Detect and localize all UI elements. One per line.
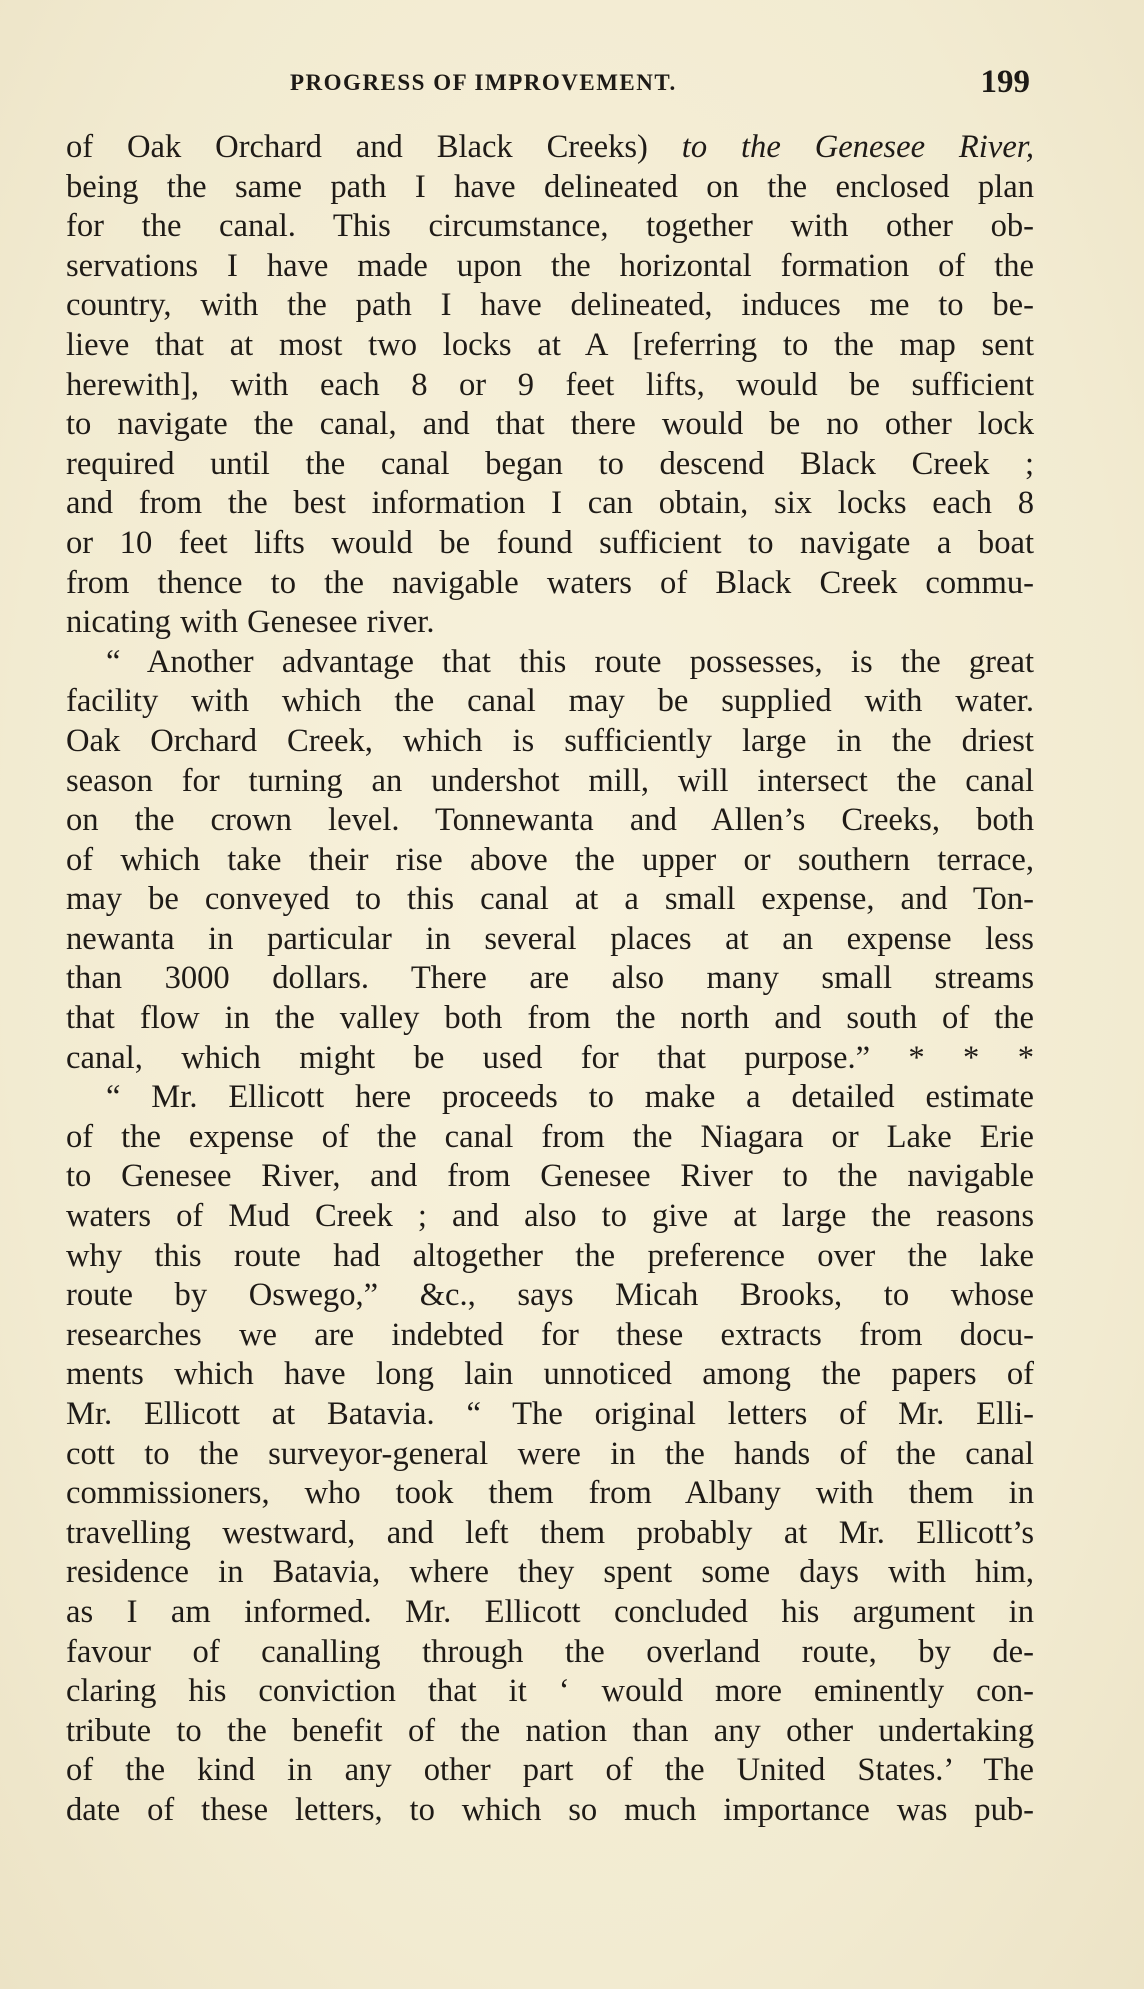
text-line: from thence to the navigable waters of Black Creek commu- — [66, 564, 1034, 601]
text-line: or 10 feet lifts would be found sufficient to navigate a boat — [66, 524, 1034, 561]
text-line: of the expense of the canal from the Niagara or Lake Erie — [66, 1118, 1034, 1155]
text-line: on the crown level. Tonnewanta and Allen’s Creeks, both — [66, 802, 1034, 839]
text-line: servations I have made upon the horizontal formation of the — [66, 247, 1034, 284]
text-line: may be conveyed to this canal at a small expense, and Ton- — [66, 881, 1034, 918]
text-line: nicating with Genesee river. — [66, 604, 435, 641]
text-line: of Oak Orchard and Black Creeks) to the Genesee River, — [66, 129, 1034, 165]
text-line: ments which have long lain unnoticed among the papers of — [66, 1356, 1034, 1393]
text-line: route by Oswego,” &c., says Micah Brooks, to whose — [66, 1277, 1034, 1314]
text-line: Oak Orchard Creek, which is sufficiently large in the driest — [66, 722, 1034, 759]
text-line: of which take their rise above the upper or southern terrace, — [66, 841, 1034, 878]
text-line: required until the canal began to descend Black Creek ; — [66, 445, 1034, 482]
text-line: lieve that at most two locks at A [referring to the map sent — [66, 326, 1034, 363]
text-line: cott to the surveyor-general were in the hands of the canal — [66, 1435, 1034, 1472]
text-line: waters of Mud Creek ; and also to give at large the reasons — [66, 1198, 1034, 1235]
text-line: newanta in particular in several places at an expense less — [66, 920, 1034, 957]
text-line: tribute to the benefit of the nation than any other undertaking — [66, 1712, 1034, 1749]
text-line: to Genesee River, and from Genesee River to the navigable — [66, 1158, 1034, 1195]
text-line: season for turning an undershot mill, will intersect the canal — [66, 762, 1034, 799]
text-line: to navigate the canal, and that there would be no other lock — [66, 406, 1034, 443]
text-line: country, with the path I have delineated, induces me to be- — [66, 287, 1034, 324]
text-line: being the same path I have delineated on the enclosed plan — [66, 168, 1034, 205]
running-head — [290, 64, 1030, 104]
text-line: that flow in the valley both from the north and south of the — [66, 1000, 1034, 1037]
text-line: “ Another advantage that this route possesses, is the great — [106, 643, 1034, 680]
text-line: for the canal. This circumstance, together with other ob- — [66, 208, 1034, 245]
page-number: 199 — [980, 64, 1030, 100]
text-line: why this route had altogether the preference over the lake — [66, 1237, 1034, 1274]
text-line: commissioners, who took them from Albany with them in — [66, 1475, 1034, 1512]
text-line: favour of canalling through the overland route, by de- — [66, 1633, 1034, 1670]
body-text — [66, 128, 1034, 1831]
text-line: residence in Batavia, where they spent some days with him, — [66, 1554, 1034, 1591]
text-line: herewith], with each 8 or 9 feet lifts, would be sufficient — [66, 366, 1034, 403]
text-line: “ Mr. Ellicott here proceeds to make a detailed estimate — [106, 1079, 1034, 1116]
text-line: claring his conviction that it ‘ would more eminently con- — [66, 1673, 1034, 1710]
text-line: date of these letters, to which so much importance was pub- — [66, 1791, 1034, 1828]
text-line: facility with which the canal may be supplied with water. — [66, 683, 1034, 720]
text-line: of the kind in any other part of the United States.’ The — [66, 1752, 1034, 1789]
text-line: and from the best information I can obtain, six locks each 8 — [66, 485, 1034, 522]
text-line: travelling westward, and left them probably at Mr. Ellicott’s — [66, 1514, 1034, 1551]
text-line: as I am informed. Mr. Ellicott concluded his argument in — [66, 1593, 1034, 1630]
text-line: researches we are indebted for these extracts from docu- — [66, 1316, 1034, 1353]
text-line: canal, which might be used for that purpose.” * * * — [66, 1039, 1034, 1076]
running-title: PROGRESS OF IMPROVEMENT. — [290, 70, 677, 95]
text-line: Mr. Ellicott at Batavia. “ The original letters of Mr. Elli- — [66, 1396, 1034, 1432]
text-line: than 3000 dollars. There are also many small streams — [66, 960, 1034, 997]
